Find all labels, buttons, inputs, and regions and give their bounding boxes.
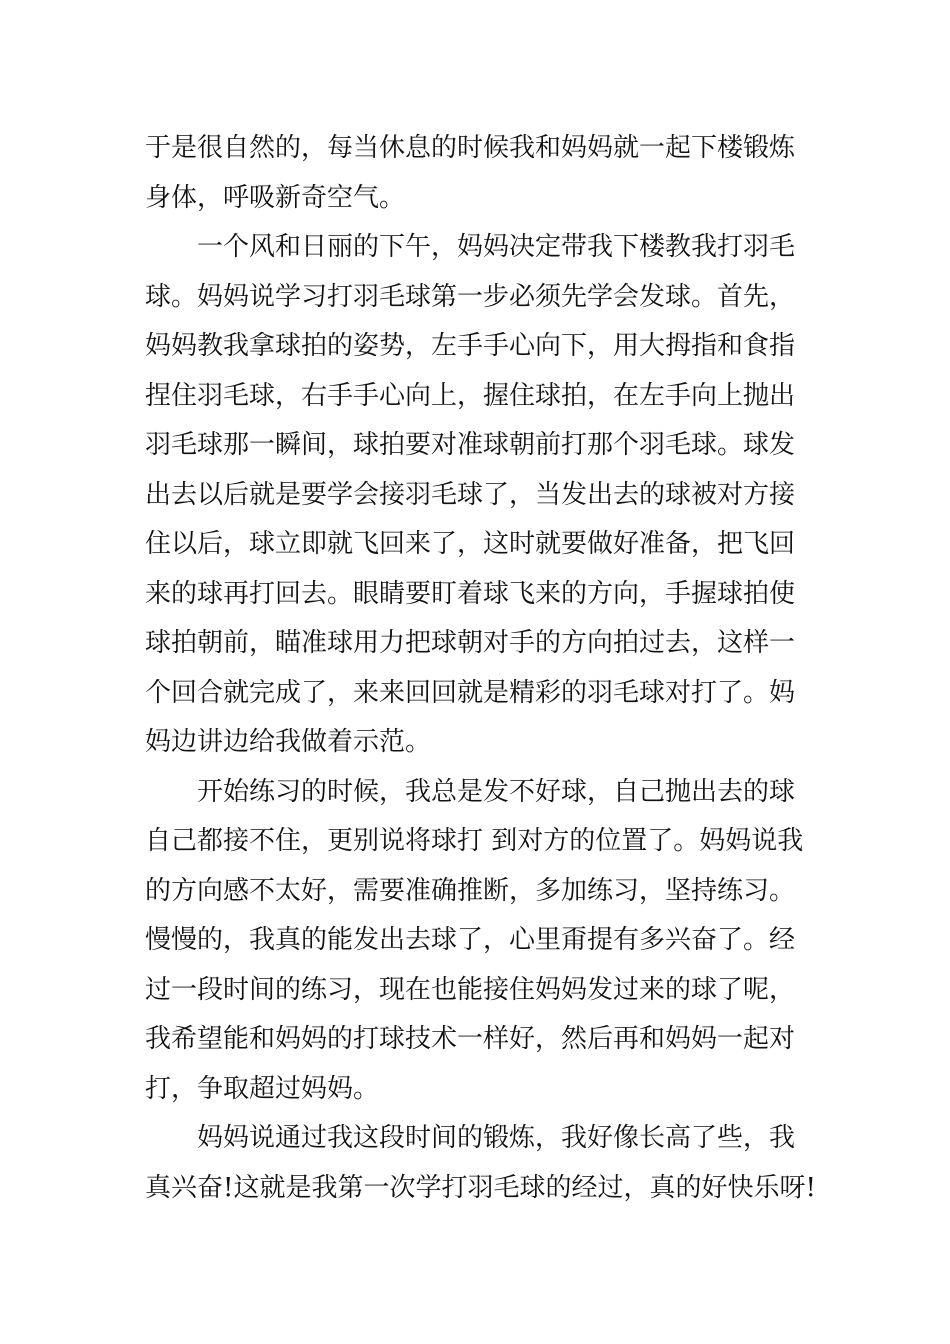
text-line: 捏住羽毛球，右手手心向上，握住球拍，在左手向上抛出: [145, 380, 796, 411]
text-line: 住以后，球立即就飞回来了，这时就要做好准备，把飞回: [145, 529, 796, 559]
text-line: 慢慢的，我真的能发出去球了，心里甭提有多兴奋了。经: [145, 925, 796, 955]
text-line: 来的球再打回去。眼睛要盯着球飞来的方向，手握球拍使: [145, 578, 796, 609]
text-line: 出去以后就是要学会接羽毛球了，当发出去的球被对方接: [145, 479, 796, 510]
text-line: 的方向感不太好，需要准确推断，多加练习，坚持练习。: [145, 875, 796, 906]
paragraph-3: [145, 768, 809, 1115]
text-line: 开始练习的时候，我总是发不好球，自己抛出去的球: [197, 776, 796, 807]
document-body: [145, 124, 816, 1213]
text-line: 妈妈教我拿球拍的姿势，左手手心向下，用大拇指和食指: [145, 331, 796, 361]
paragraph-2: [145, 223, 809, 768]
text-line: 过一段时间的练习，现在也能接住妈妈发过来的球了呢，: [145, 974, 796, 1005]
text-line: 身体，呼吸新奇空气。: [145, 182, 406, 213]
text-line: 真兴奋!这就是我第一次学打羽毛球的经过，真的好快乐呀!: [145, 1172, 816, 1203]
paragraph-1: [145, 124, 809, 223]
text-line: 自己都接不住，更别说将球打 到对方的位置了。妈妈说我: [145, 826, 804, 856]
text-line: 球拍朝前，瞄准球用力把球朝对手的方向拍过去，这样一: [145, 628, 796, 658]
text-line: 我希望能和妈妈的打球技术一样好，然后再和妈妈一起对: [145, 1024, 796, 1054]
text-line: 羽毛球那一瞬间，球拍要对准球朝前打那个羽毛球。球发: [145, 430, 796, 460]
text-line: 于是很自然的，每当休息的时候我和妈妈就一起下楼锻炼: [145, 133, 796, 163]
text-line: 妈边讲边给我做着示范。: [145, 727, 432, 757]
text-line: 打，争取超过妈妈。: [145, 1073, 380, 1104]
text-line: 妈妈说通过我这段时间的锻炼，我好像长高了些，我: [197, 1123, 796, 1153]
text-line: 球。妈妈说学习打羽毛球第一步必须先学会发球。首先，: [145, 281, 796, 312]
text-line: 一个风和日丽的下午，妈妈决定带我下楼教我打羽毛: [197, 232, 796, 262]
text-line: 个回合就完成了，来来回回就是精彩的羽毛球对打了。妈: [145, 677, 796, 708]
paragraph-4: [145, 1114, 816, 1213]
